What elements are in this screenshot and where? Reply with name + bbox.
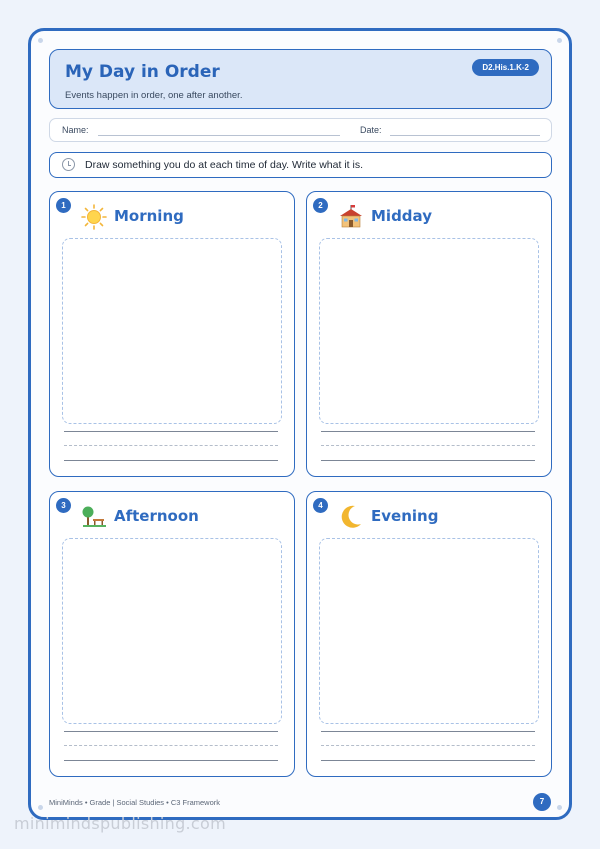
watermark: minimindspublishing.com — [14, 814, 227, 833]
drawing-area[interactable] — [319, 238, 539, 424]
drawing-area[interactable] — [62, 538, 282, 724]
panel-afternoon — [49, 491, 295, 777]
writing-guide-line — [321, 745, 535, 746]
writing-baseline[interactable] — [64, 760, 278, 761]
writing-baseline[interactable] — [64, 460, 278, 461]
date-field[interactable] — [390, 135, 540, 136]
panel-title: Evening — [371, 507, 439, 525]
footer-text: MiniMinds • Grade | Social Studies • C3 Framework — [49, 798, 221, 807]
panel-number-badge: 3 — [56, 498, 71, 513]
writing-line[interactable] — [321, 731, 535, 732]
panel-title: Afternoon — [114, 507, 199, 525]
writing-guide-line — [321, 445, 535, 446]
writing-line[interactable] — [64, 431, 278, 432]
clock-icon — [62, 158, 75, 171]
corner-dot — [38, 805, 43, 810]
instruction-bar — [49, 152, 552, 178]
park-bench-tree-icon — [80, 503, 108, 531]
panel-number-badge: 4 — [313, 498, 328, 513]
worksheet-header — [49, 49, 552, 109]
panel-morning — [49, 191, 295, 477]
panel-evening — [306, 491, 552, 777]
drawing-area[interactable] — [62, 238, 282, 424]
page-subtitle: Events happen in order, one after another. — [65, 90, 243, 101]
panel-title: Midday — [371, 207, 432, 225]
worksheet-page — [28, 28, 572, 820]
name-field[interactable] — [98, 135, 340, 136]
corner-dot — [557, 805, 562, 810]
panel-title: Morning — [114, 207, 184, 225]
panel-midday — [306, 191, 552, 477]
instruction-text: Draw something you do at each time of day. Write what it is. — [85, 159, 363, 171]
date-label: Date: — [360, 125, 382, 135]
page-title: My Day in Order — [65, 62, 220, 82]
writing-line[interactable] — [64, 731, 278, 732]
corner-dot — [557, 38, 562, 43]
writing-guide-line — [64, 445, 278, 446]
panel-number-badge: 1 — [56, 198, 71, 213]
standard-code-badge: D2.His.1.K-2 — [472, 59, 539, 76]
writing-guide-line — [64, 745, 278, 746]
panel-number-badge: 2 — [313, 198, 328, 213]
schoolhouse-icon — [337, 203, 365, 231]
corner-dot — [38, 38, 43, 43]
sun-icon — [80, 203, 108, 231]
writing-baseline[interactable] — [321, 460, 535, 461]
writing-line[interactable] — [321, 431, 535, 432]
writing-baseline[interactable] — [321, 760, 535, 761]
drawing-area[interactable] — [319, 538, 539, 724]
name-label: Name: — [62, 125, 89, 135]
crescent-moon-icon — [337, 503, 365, 531]
name-date-bar — [49, 118, 552, 142]
page-number-badge: 7 — [533, 793, 551, 811]
